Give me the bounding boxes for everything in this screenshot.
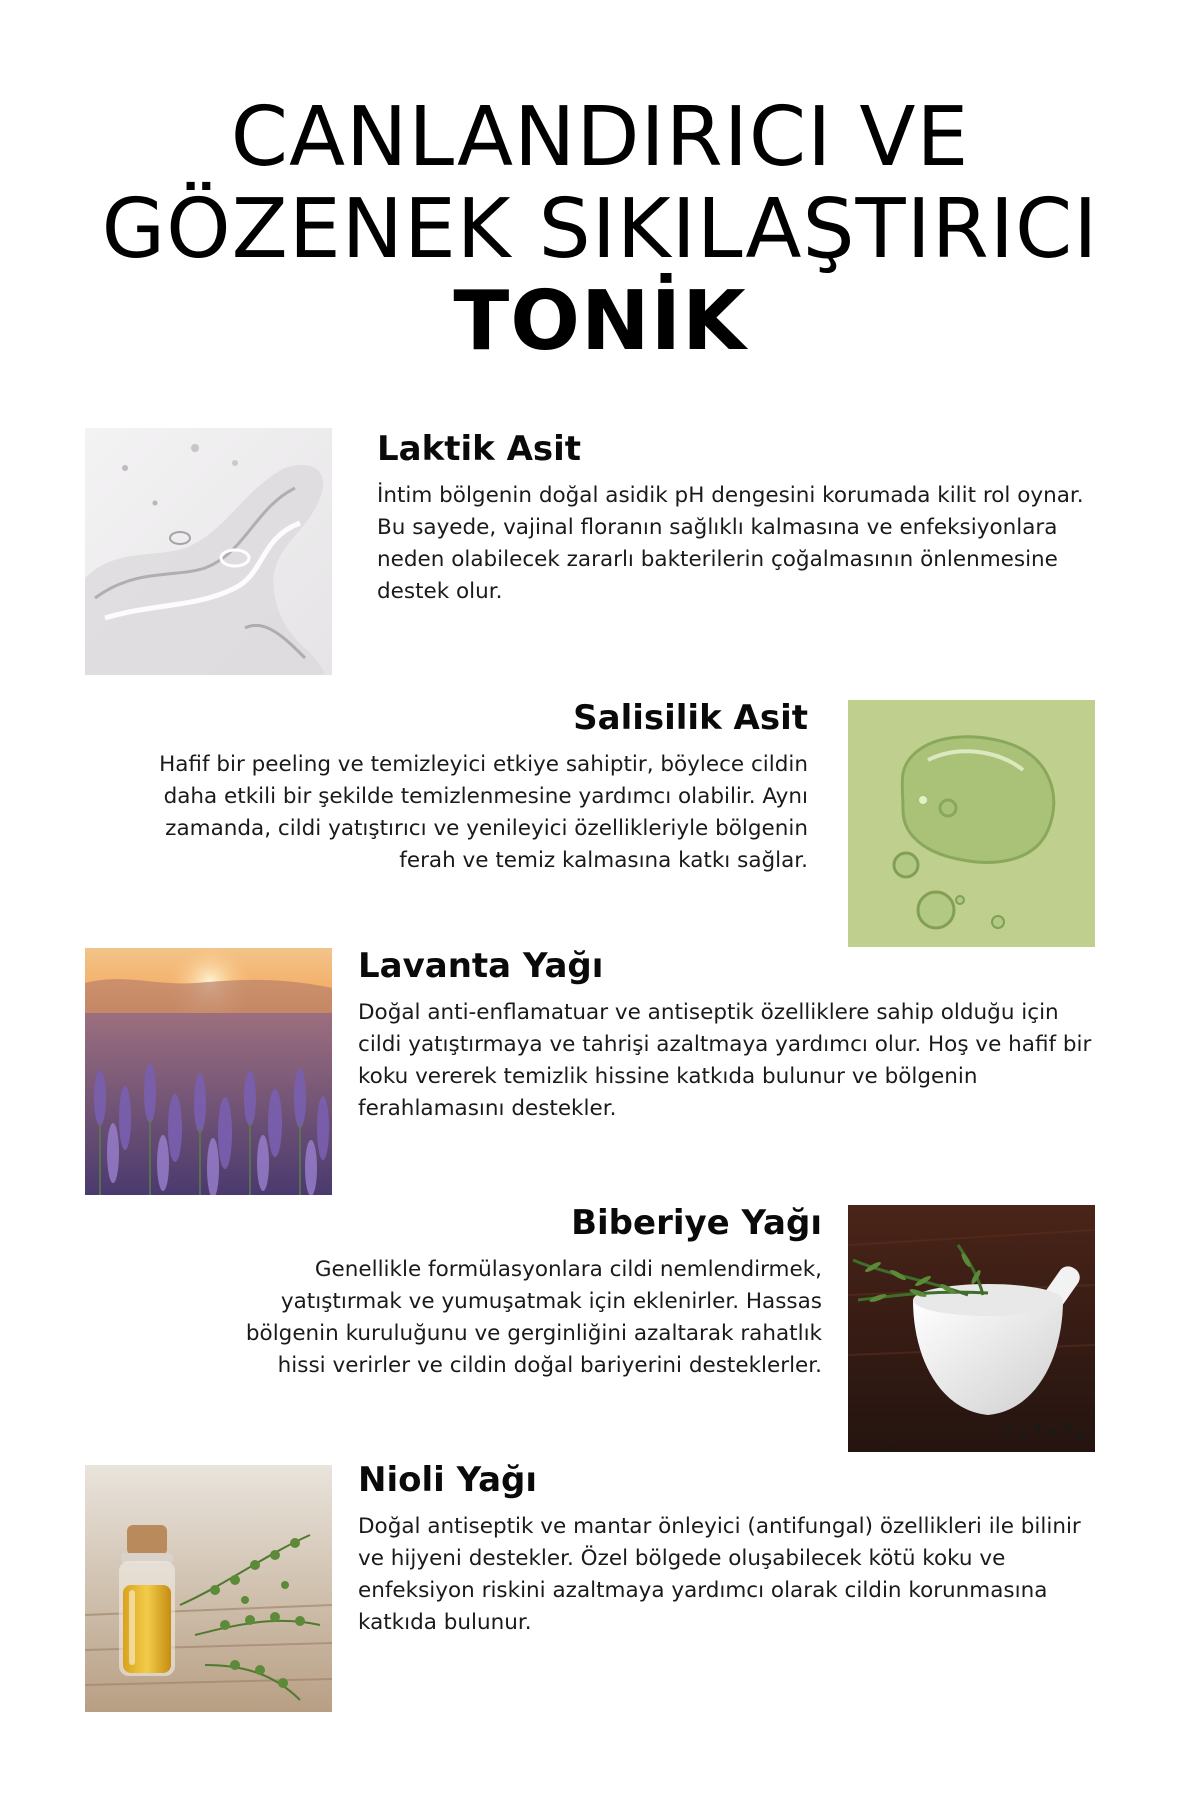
ingredient-biberiye-yagi bbox=[220, 1202, 822, 1382]
title-line-3: TONİK bbox=[453, 274, 747, 369]
rosemary-mortar-image bbox=[848, 1205, 1095, 1452]
ingredient-title: Laktik Asit bbox=[377, 429, 582, 469]
ingredient-title: Biberiye Yağı bbox=[571, 1203, 822, 1243]
page-title bbox=[0, 92, 1200, 368]
green-gel-drops-image bbox=[848, 700, 1095, 947]
ingredient-salisilik-asit bbox=[140, 697, 808, 877]
title-line-2: GÖZENEK SIKILAŞTIRICI bbox=[101, 182, 1099, 277]
ingredient-laktik-asit bbox=[377, 428, 1117, 608]
oil-bottle-thyme-image bbox=[85, 1465, 332, 1712]
ingredient-nioli-yagi bbox=[358, 1459, 1098, 1639]
ingredient-description: Hafif bir peeling ve temizleyici etkiye sahiptir, böylece cildin daha etkili bir şekilde temizlenmesine yardımcı olabilir. Aynı zamanda, cildi yatıştırıcı ve yenileyici özellikleriyle bölgenin ferah ve temiz kalmasına katkı sağlar. bbox=[159, 752, 808, 873]
ingredient-description: Doğal anti-enflamatuar ve antiseptik özelliklere sahip olduğu için cildi yatıştırmaya ve tahrişi azaltmaya yardımcı olur. Hoş ve hafif bir koku vererek temizlik hissine katkıda bulunur ve bölgenin ferahlamasını destekler. bbox=[358, 1000, 1092, 1121]
ingredient-description: Genellikle formülasyonlara cildi nemlendirmek, yatıştırmak ve yumuşatmak için eklenirler. Hassas bölgenin kuruluğunu ve gerginliğini azaltarak rahatlık hissi verirler ve cildin doğal bariyerini desteklerler. bbox=[245, 1257, 822, 1378]
ingredient-lavanta-yagi bbox=[358, 945, 1098, 1125]
ingredient-title: Nioli Yağı bbox=[358, 1460, 538, 1500]
ingredient-description: İntim bölgenin doğal asidik pH dengesini korumada kilit rol oynar. Bu sayede, vajinal floranın sağlıklı kalmasına ve enfeksiyonlara neden olabilecek zararlı bakterilerin çoğalmasının önlenmesine destek olur. bbox=[377, 483, 1084, 604]
ingredient-description: Doğal antiseptik ve mantar önleyici (antifungal) özellikleri ile bilinir ve hijyeni destekler. Özel bölgede oluşabilecek kötü koku ve enfeksiyon riskini azaltmaya yardımcı olarak cildin korunmasına katkıda bulunur. bbox=[358, 1514, 1081, 1635]
title-line-1: CANLANDIRICI VE bbox=[230, 90, 970, 185]
lavender-field-image bbox=[85, 948, 332, 1195]
ingredient-title: Salisilik Asit bbox=[573, 698, 808, 738]
clear-gel-texture-image bbox=[85, 428, 332, 675]
ingredient-title: Lavanta Yağı bbox=[358, 946, 604, 986]
